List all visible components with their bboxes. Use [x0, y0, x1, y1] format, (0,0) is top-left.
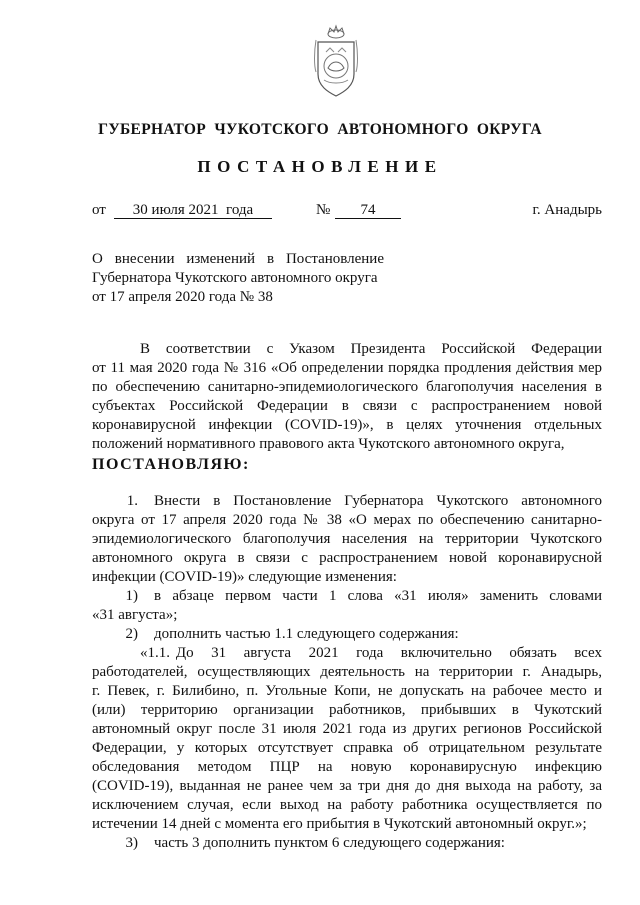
- item-line: инфекции (COVID-19)» следующие изменения:: [92, 569, 397, 585]
- document-number: 74: [335, 203, 401, 219]
- quote-line: Федерации, у которых отсутствует справка об отрицательном результате: [92, 740, 602, 756]
- date-field: [114, 202, 272, 219]
- sub-item-number: 3): [125, 835, 138, 851]
- item-line: Внести в Постановление Губернатора Чукотского автономного: [154, 493, 602, 509]
- preamble-line: от 11 мая 2020 года № 316 «Об определении порядка продления действия мер: [92, 360, 602, 376]
- sub-item-3: [92, 834, 602, 853]
- decree-word: ПОСТАНОВЛЯЮ:: [92, 456, 250, 473]
- subject-line: О внесении изменений в Постановление: [92, 251, 384, 267]
- sub-item-line: «31 августа»;: [92, 607, 178, 623]
- quote-line: истечении 14 дней с момента его прибытия в Чукотский автономный округ.»;: [92, 816, 587, 832]
- sub-item-2: [92, 625, 602, 644]
- item-1-first-line: [92, 492, 602, 511]
- place: г. Анадырь: [532, 202, 602, 218]
- authority-title: ГУБЕРНАТОР ЧУКОТСКОГО АВТОНОМНОГО ОКРУГА: [98, 121, 542, 138]
- preamble: [92, 340, 602, 454]
- document-subject: [92, 250, 392, 307]
- preamble-line: по обеспечению санитарно-эпидемиологического благополучия населения в: [92, 379, 602, 395]
- quote-line: автономный округ после 31 июля 2021 года из других регионов Российской: [92, 721, 602, 737]
- quote-line: работодателей, осуществляющих деятельность на территории г. Анадырь,: [92, 664, 602, 680]
- quote-line: исключением случая, если выход на работу работника осуществляется по: [92, 797, 602, 813]
- quote-line: «1.1. До 31 августа 2021 года включительно обязать всех: [140, 645, 602, 661]
- sub-item-line: часть 3 дополнить пунктом 6 следующего содержания:: [154, 835, 505, 851]
- preamble-line: субъектах Российской Федерации в связи с распространением новой: [92, 398, 602, 414]
- number-field: [335, 202, 401, 219]
- quote-line: (или) территорию организации работников, прибывших в Чукотский: [92, 702, 602, 718]
- preamble-line: В соответствии с Указом Президента Российской Федерации: [140, 341, 602, 357]
- quote-line: г. Певек, г. Билибино, п. Угольные Копи, не допускать на рабочее место и: [92, 683, 602, 699]
- number-label: №: [316, 202, 331, 218]
- item-number: 1.: [126, 493, 138, 509]
- document-date: 30 июля 2021 года: [114, 203, 272, 219]
- sub-item-line: дополнить частью 1.1 следующего содержания:: [154, 626, 459, 642]
- quote-line: обследования методом ПЦР на новую коронавирусную инфекцию: [92, 759, 602, 775]
- item-line: эпидемиологического благополучия населения на территории Чукотского: [92, 531, 602, 547]
- item-line: автономного округа в связи с распространением новой коронавирусной: [92, 550, 602, 566]
- preamble-line: коронавирусной инфекции (COVID-19)», в целях уточнения отдельных: [92, 417, 602, 433]
- from-label: от: [92, 202, 106, 218]
- quote-line: (COVID-19), выданная не ранее чем за три дня до дня выхода на работу, за: [92, 778, 602, 794]
- subject-line: Губернатора Чукотского автономного округа: [92, 270, 378, 286]
- sub-item-number: 2): [125, 626, 138, 642]
- sub-item-1: [92, 587, 602, 606]
- preamble-line: положений нормативного правового акта Чукотского автономного округа,: [92, 436, 565, 452]
- item-line: округа от 17 апреля 2020 года № 38 «О мерах по обеспечению санитарно-: [92, 512, 602, 528]
- sub-item-line: в абзаце первом части 1 слова «31 июля» заменить словами: [154, 588, 602, 604]
- coat-of-arms-icon: [304, 22, 368, 102]
- item-1: [92, 492, 602, 853]
- subject-line: от 17 апреля 2020 года № 38: [92, 289, 273, 305]
- sub-item-number: 1): [125, 588, 138, 604]
- document-type-title: ПОСТАНОВЛЕНИЕ: [197, 157, 443, 176]
